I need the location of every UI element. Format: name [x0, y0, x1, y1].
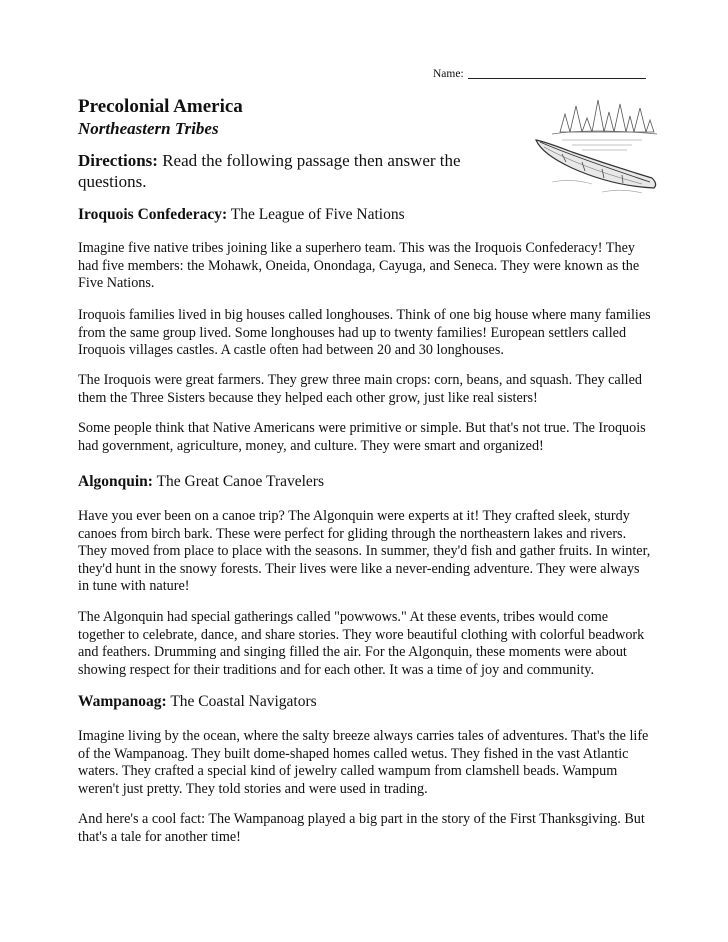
section-subtitle: The Great Canoe Travelers: [156, 473, 324, 490]
page-subtitle: Northeastern Tribes: [78, 119, 219, 138]
paragraph: Some people think that Native Americans were primitive or simple. But that's not true. The Iroquois had government, agriculture, money, and culture. They were smart and organized!: [78, 420, 646, 454]
section-heading-wampanoag: [78, 693, 317, 711]
directions-label: Directions:: [78, 151, 158, 170]
canoe-icon: [532, 92, 662, 197]
paragraph: The Iroquois were great farmers. They grew three main crops: corn, beans, and squash. They called them the Three Sisters because they helped each other grow, just like real sisters!: [78, 372, 643, 406]
paragraph: Have you ever been on a canoe trip? The Algonquin were experts at it! They crafted sleek, sturdy canoes from birch bark. These were perfect for gliding through the northeastern lakes and rivers. They moved from place to place with the seasons. In summer, they'd fish and gather fruits. In winter, they'd hunt in the snowy forests. Their lives were like a never-ending adventure. They were always in tune with nature!: [78, 508, 651, 595]
section-name: Iroquois Confederacy:: [78, 206, 228, 223]
page-title: Precolonial America: [78, 96, 243, 117]
section-heading-iroquois: [78, 206, 405, 224]
name-label: Name:: [433, 68, 464, 80]
section-subtitle: The Coastal Navigators: [170, 693, 317, 710]
section-heading-algonquin: [78, 473, 324, 491]
section-subtitle: The League of Five Nations: [230, 206, 405, 223]
section-name: Algonquin:: [78, 473, 153, 490]
paragraph: And here's a cool fact: The Wampanoag played a big part in the story of the First Thanksgiving. But that's a tale for another time!: [78, 811, 645, 845]
paragraph: Imagine living by the ocean, where the salty breeze always carries tales of adventures. That's the life of the Wampanoag. They built dome-shaped homes called wetus. They fished in the vast Atlantic waters. They crafted a special kind of jewelry called wampum from clamshell beads. Wampum weren't just pretty. They told stories and were used in trading.: [78, 728, 649, 797]
paragraph: Iroquois families lived in big houses called longhouses. Think of one big house where many families from the same group lived. Some longhouses had up to twenty families! European settlers called Iroquois villages castles. A castle often had between 20 and 30 longhouses.: [78, 307, 651, 359]
name-field[interactable]: [433, 68, 646, 80]
paragraph: Imagine five native tribes joining like a superhero team. This was the Iroquois Confederacy! They had five members: the Mohawk, Oneida, Onondaga, Cayuga, and Seneca. They were known as the Five Nations.: [78, 240, 640, 292]
directions: [78, 150, 488, 192]
name-blank-line[interactable]: [468, 78, 646, 79]
directions-text: Read the following passage then answer the questions.: [78, 151, 461, 191]
section-name: Wampanoag:: [78, 693, 167, 710]
paragraph: The Algonquin had special gatherings called "powwows." At these events, tribes would come together to celebrate, dance, and share stories. They wore beautiful clothing with colorful beadwork and feathers. Drumming and singing filled the air. For the Algonquin, these moments were about showing respect for their traditions and for each other. It was a time of joy and community.: [78, 609, 645, 678]
